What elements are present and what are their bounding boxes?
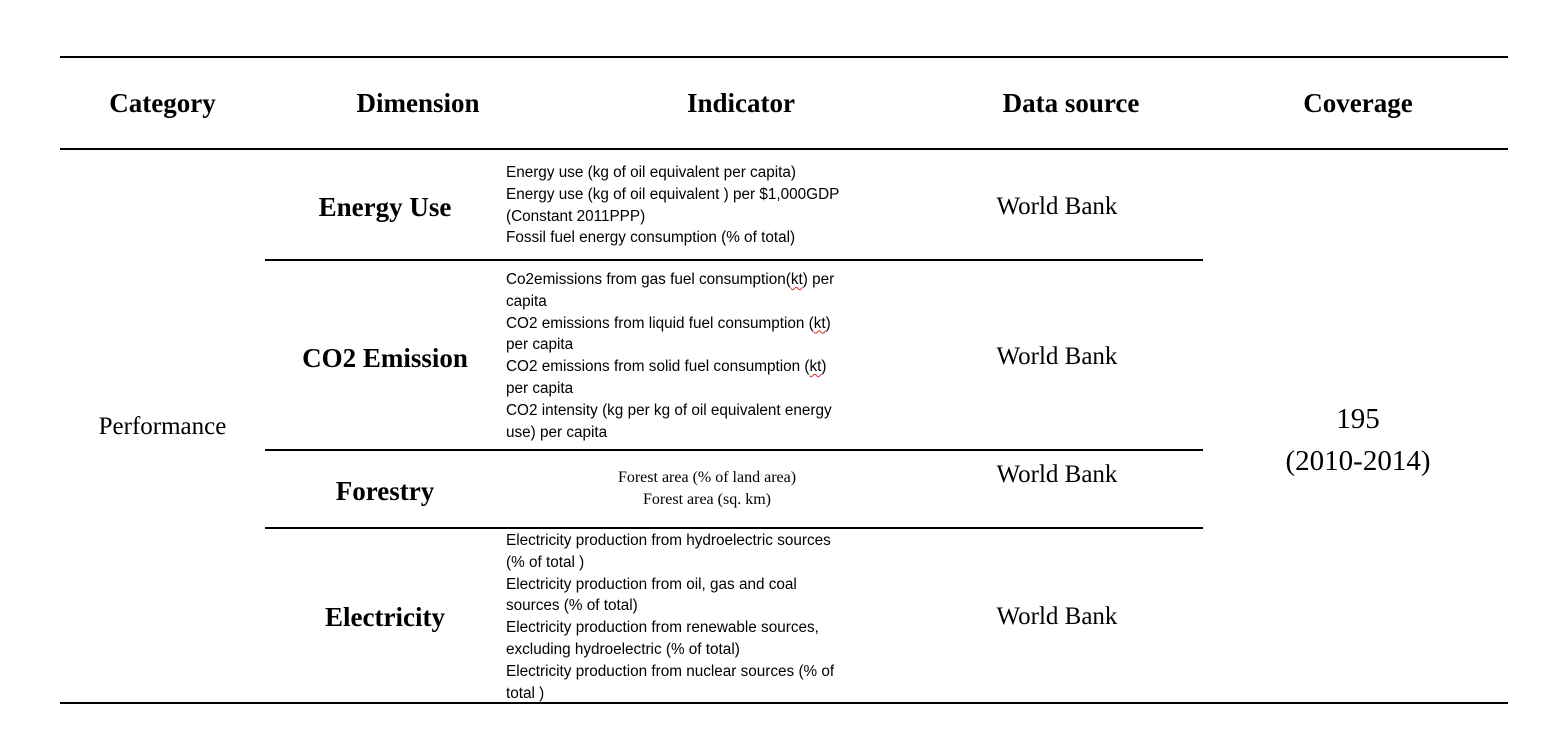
dimension-energy-use: Energy Use <box>318 192 452 222</box>
indicator-line: use) per capita <box>506 423 608 441</box>
indicator-line: excluding hydroelectric (% of total) <box>506 640 740 658</box>
indicator-line: (Constant 2011PPP) <box>506 207 646 225</box>
header-category: Category <box>109 88 216 118</box>
dimension-electricity: Electricity <box>325 602 445 632</box>
coverage-years: (2010-2014) <box>1285 445 1431 477</box>
indicator-line: per capita <box>506 336 574 354</box>
indicator-line: Fossil fuel energy consumption (% of total) <box>506 229 796 247</box>
coverage-cell <box>1238 398 1478 482</box>
coverage-count: 195 <box>1336 403 1380 435</box>
indicator-line: total ) <box>506 684 545 702</box>
indicator-energy-use <box>506 162 926 249</box>
header-indicator: Indicator <box>687 88 795 118</box>
indicator-line: CO2 emissions from liquid fuel consumption (kt) <box>506 314 831 332</box>
row-divider <box>265 527 1203 529</box>
indicator-line: CO2 emissions from solid fuel consumption (kt) <box>506 358 827 376</box>
indicator-line: (% of total ) <box>506 553 585 571</box>
dimension-co2-emission: CO2 Emission <box>302 343 468 373</box>
indicator-line: sources (% of total) <box>506 597 638 615</box>
indicator-line: per capita <box>506 379 574 397</box>
table-top-rule <box>60 56 1508 58</box>
source-co2-emission: World Bank <box>996 343 1118 370</box>
indicator-line: Forest area (sq. km) <box>643 491 771 508</box>
header-data-source: Data source <box>1002 88 1140 118</box>
source-forestry: World Bank <box>996 461 1118 488</box>
header-rule <box>60 148 1508 150</box>
indicator-line: Energy use (kg of oil equivalent per capita) <box>506 164 796 181</box>
source-energy-use: World Bank <box>996 193 1118 220</box>
indicator-line: capita <box>506 292 547 310</box>
row-divider <box>265 449 1203 451</box>
indicator-line: Co2emissions from gas fuel consumption(kt) per <box>506 271 835 288</box>
header-dimension: Dimension <box>356 88 480 118</box>
indicator-line: CO2 intensity (kg per kg of oil equivalent energy <box>506 401 832 419</box>
indicator-line: Electricity production from oil, gas and coal <box>506 575 797 593</box>
indicator-line: Electricity production from renewable sources, <box>506 619 819 637</box>
row-divider <box>265 259 1203 261</box>
category-cell: Performance <box>98 413 227 440</box>
source-electricity: World Bank <box>996 603 1118 630</box>
indicator-line: Energy use (kg of oil equivalent ) per $1,000GDP <box>506 185 840 203</box>
indicator-line: Electricity production from nuclear sources (% of <box>506 662 835 680</box>
indicator-co2-emission <box>506 269 926 443</box>
indicator-line: Forest area (% of land area) <box>617 469 797 486</box>
indicator-line: Electricity production from hydroelectric sources <box>506 532 831 549</box>
dimension-forestry: Forestry <box>335 476 435 506</box>
indicator-forestry <box>507 467 907 511</box>
header-coverage: Coverage <box>1303 88 1413 118</box>
table-bottom-rule <box>60 702 1508 704</box>
indicator-electricity <box>506 530 926 704</box>
